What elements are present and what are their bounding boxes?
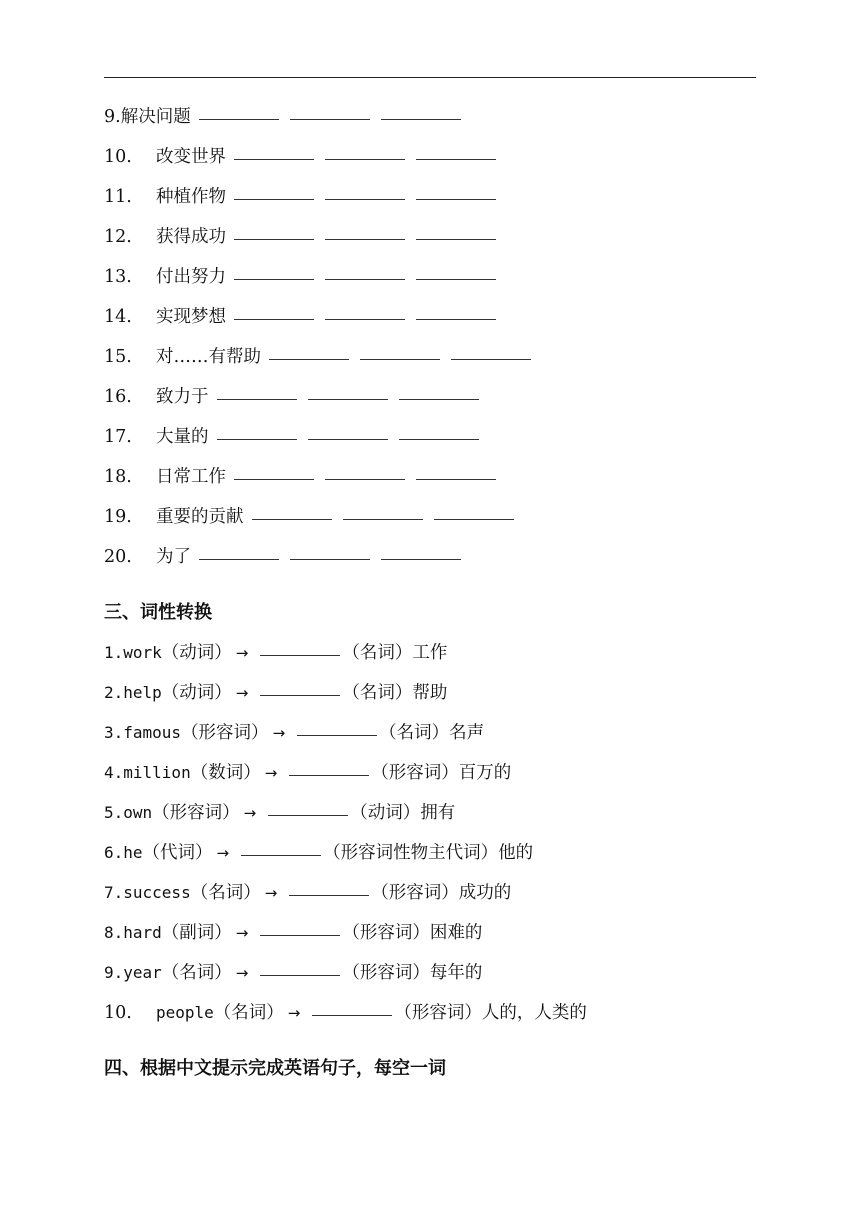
answer-blank[interactable]	[234, 198, 314, 200]
answer-blank[interactable]	[399, 438, 479, 440]
source-pos: （名词）	[213, 1003, 284, 1023]
phrase-text: 改变世界	[156, 147, 226, 167]
answer-blank[interactable]	[312, 1014, 392, 1016]
item-number: 7.	[104, 883, 124, 902]
answer-blank[interactable]	[234, 478, 314, 480]
answer-blank[interactable]	[199, 558, 279, 560]
item-number: 9.	[104, 107, 121, 127]
answer-blank[interactable]	[325, 478, 405, 480]
answer-blank[interactable]	[289, 894, 369, 896]
arrow-icon: →	[264, 764, 278, 782]
answer-blank[interactable]	[360, 358, 440, 360]
item-number: 1.	[104, 643, 124, 662]
item-number: 18.	[104, 467, 132, 487]
arrow-icon: →	[235, 964, 249, 982]
conversion-item-10	[104, 1001, 587, 1025]
arrow-icon: →	[287, 1004, 301, 1022]
target-pos: （形容词）百万的	[371, 763, 512, 783]
item-number: 20.	[104, 547, 132, 567]
phrase-item-15	[104, 345, 531, 369]
phrase-item-19	[104, 505, 514, 529]
conversion-item-2	[104, 681, 447, 705]
conversion-item-7	[104, 881, 511, 905]
phrase-text: 大量的	[156, 427, 209, 447]
phrase-text: 致力于	[156, 387, 209, 407]
source-word: he	[123, 843, 143, 862]
answer-blank[interactable]	[325, 278, 405, 280]
answer-blank[interactable]	[434, 518, 514, 520]
source-word: year	[123, 963, 162, 982]
conversion-item-6	[104, 841, 533, 865]
phrase-text: 获得成功	[156, 227, 226, 247]
source-pos: （动词）	[161, 643, 232, 663]
phrase-item-20	[104, 545, 461, 569]
item-number: 10.	[104, 147, 132, 167]
phrase-item-18	[104, 465, 496, 489]
phrase-item-13	[104, 265, 496, 289]
answer-blank[interactable]	[399, 398, 479, 400]
source-word: famous	[123, 723, 182, 742]
target-pos: （形容词）每年的	[342, 963, 483, 983]
source-word: success	[123, 883, 191, 902]
target-pos: （形容词）人的，人类的	[394, 1003, 587, 1023]
answer-blank[interactable]	[260, 974, 340, 976]
source-pos: （形容词）	[181, 723, 269, 743]
phrase-text: 日常工作	[156, 467, 226, 487]
answer-blank[interactable]	[381, 118, 461, 120]
answer-blank[interactable]	[234, 318, 314, 320]
phrase-item-16	[104, 385, 479, 409]
target-pos: （名词）工作	[342, 643, 448, 663]
section-4-title: 四、根据中文提示完成英语句子，每空一词	[104, 1058, 446, 1079]
phrase-text: 种植作物	[156, 187, 226, 207]
item-number: 13.	[104, 267, 132, 287]
item-number: 15.	[104, 347, 132, 367]
answer-blank[interactable]	[308, 438, 388, 440]
answer-blank[interactable]	[260, 694, 340, 696]
arrow-icon: →	[264, 884, 278, 902]
target-pos: （名词）帮助	[342, 683, 448, 703]
source-word: million	[123, 763, 191, 782]
source-pos: （名词）	[161, 963, 232, 983]
phrase-text: 实现梦想	[156, 307, 226, 327]
answer-blank[interactable]	[234, 238, 314, 240]
answer-blank[interactable]	[381, 558, 461, 560]
answer-blank[interactable]	[325, 238, 405, 240]
target-pos: （形容词）困难的	[342, 923, 483, 943]
source-word: hard	[123, 923, 162, 942]
item-number: 4.	[104, 763, 124, 782]
phrase-item-9	[104, 105, 461, 129]
item-number: 16.	[104, 387, 132, 407]
item-number: 10.	[104, 1003, 132, 1023]
answer-blank[interactable]	[290, 558, 370, 560]
phrase-text: 对……有帮助	[156, 347, 261, 367]
answer-blank[interactable]	[234, 158, 314, 160]
answer-blank[interactable]	[199, 118, 279, 120]
arrow-icon: →	[216, 844, 230, 862]
answer-blank[interactable]	[297, 734, 377, 736]
header-rule	[104, 77, 756, 78]
answer-blank[interactable]	[308, 398, 388, 400]
answer-blank[interactable]	[289, 774, 369, 776]
source-word: help	[123, 683, 162, 702]
source-word: own	[123, 803, 153, 822]
answer-blank[interactable]	[325, 198, 405, 200]
target-pos: （名词）名声	[379, 723, 485, 743]
source-pos: （名词）	[190, 883, 261, 903]
answer-blank[interactable]	[416, 318, 496, 320]
phrase-text: 解决问题	[120, 107, 191, 127]
answer-blank[interactable]	[260, 654, 340, 656]
source-word: people	[156, 1003, 214, 1022]
answer-blank[interactable]	[416, 278, 496, 280]
phrase-item-12	[104, 225, 496, 249]
conversion-item-4	[104, 761, 511, 785]
answer-blank[interactable]	[269, 358, 349, 360]
phrase-item-17	[104, 425, 479, 449]
arrow-icon: →	[243, 804, 257, 822]
phrase-item-11	[104, 185, 496, 209]
answer-blank[interactable]	[416, 198, 496, 200]
phrase-item-10	[104, 145, 496, 169]
target-pos: （形容词）成功的	[371, 883, 512, 903]
source-pos: （数词）	[190, 763, 261, 783]
phrase-text: 为了	[156, 547, 191, 567]
arrow-icon: →	[235, 644, 249, 662]
section-3-title: 三、词性转换	[104, 602, 212, 623]
conversion-item-8	[104, 921, 482, 945]
source-pos: （副词）	[161, 923, 232, 943]
target-pos: （形容词性物主代词）他的	[323, 843, 534, 863]
answer-blank[interactable]	[268, 814, 348, 816]
phrase-text: 重要的贡献	[156, 507, 244, 527]
answer-blank[interactable]	[217, 398, 297, 400]
answer-blank[interactable]	[241, 854, 321, 856]
phrase-text: 付出努力	[156, 267, 226, 287]
conversion-item-1	[104, 641, 447, 665]
item-number: 17.	[104, 427, 132, 447]
answer-blank[interactable]	[343, 518, 423, 520]
target-pos: （动词）拥有	[350, 803, 456, 823]
item-number: 8.	[104, 923, 124, 942]
answer-blank[interactable]	[416, 238, 496, 240]
arrow-icon: →	[235, 924, 249, 942]
item-number: 12.	[104, 227, 132, 247]
source-pos: （动词）	[161, 683, 232, 703]
item-number: 14.	[104, 307, 132, 327]
conversion-item-9	[104, 961, 482, 985]
answer-blank[interactable]	[325, 318, 405, 320]
answer-blank[interactable]	[451, 358, 531, 360]
item-number: 2.	[104, 683, 124, 702]
conversion-item-3	[104, 721, 484, 745]
phrase-item-14	[104, 305, 496, 329]
conversion-item-5	[104, 801, 455, 825]
item-number: 11.	[104, 187, 132, 207]
item-number: 6.	[104, 843, 124, 862]
answer-blank[interactable]	[252, 518, 332, 520]
answer-blank[interactable]	[290, 118, 370, 120]
arrow-icon: →	[272, 724, 286, 742]
item-number: 5.	[104, 803, 124, 822]
item-number: 19.	[104, 507, 132, 527]
source-pos: （形容词）	[152, 803, 240, 823]
arrow-icon: →	[235, 684, 249, 702]
source-word: work	[123, 643, 162, 662]
answer-blank[interactable]	[325, 158, 405, 160]
answer-blank[interactable]	[234, 278, 314, 280]
item-number: 9.	[104, 963, 124, 982]
answer-blank[interactable]	[260, 934, 340, 936]
answer-blank[interactable]	[217, 438, 297, 440]
answer-blank[interactable]	[416, 478, 496, 480]
source-pos: （代词）	[142, 843, 213, 863]
answer-blank[interactable]	[416, 158, 496, 160]
item-number: 3.	[104, 723, 124, 742]
